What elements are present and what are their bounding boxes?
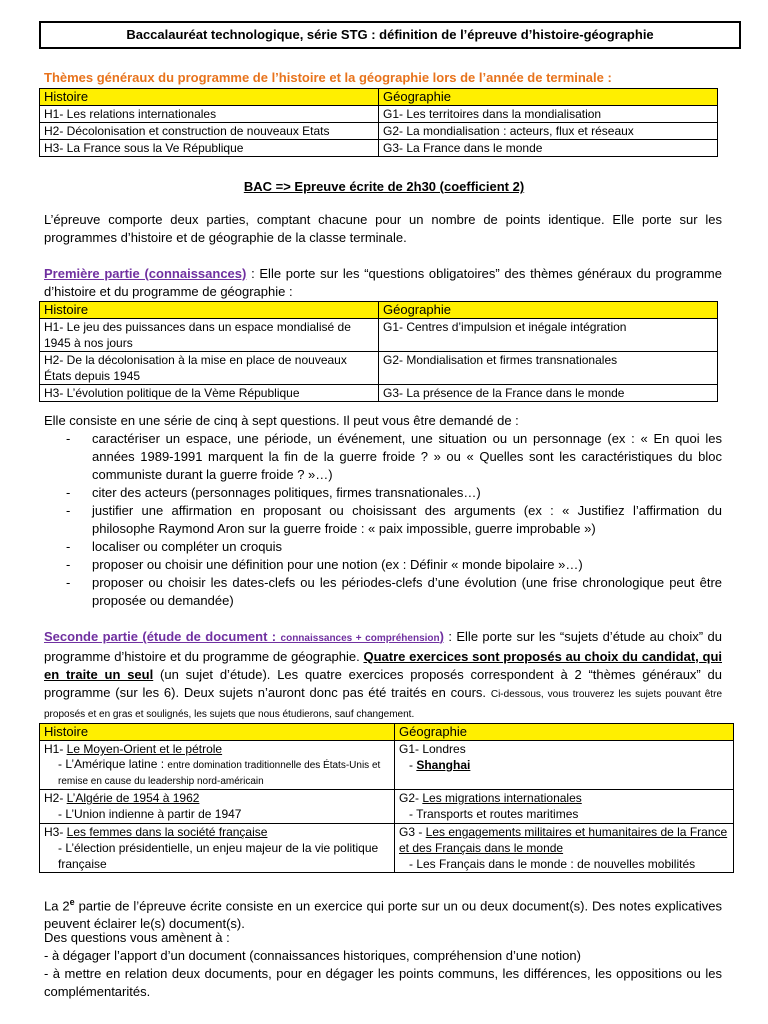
page-title: Baccalauréat technologique, série STG : définition de l’épreuve d’histoire-géographie — [39, 21, 741, 49]
part1-text: : Elle porte sur les “questions obligatoires” des thèmes généraux du programme d’histoire et du programme de géographie : — [44, 266, 722, 299]
table-cell: H1- Le jeu des puissances dans un espace mondialisé de 1945 à nos jours — [40, 319, 379, 352]
themes-heading: Thèmes généraux du programme de l’histoire et la géographie lors de l’année de terminale : — [44, 70, 612, 85]
part2-table — [39, 723, 734, 873]
g2-title: Les migrations internationales — [422, 791, 582, 805]
table-cell — [40, 824, 395, 873]
themes-table — [39, 88, 718, 157]
g2-prefix: G2- — [399, 791, 423, 805]
table-cell — [395, 741, 734, 790]
bullet-text: localiser ou compléter un croquis — [92, 539, 283, 554]
h1-sub-small: entre domination traditionnelle des États-Unis et remise en cause du leadership nord-américain — [58, 760, 381, 787]
part2-label-text: Seconde partie (étude de document : — [44, 629, 281, 644]
table-row — [40, 123, 718, 140]
g1-sub: Shanghai — [416, 758, 471, 772]
table-cell — [40, 790, 395, 824]
table-cell: H3- La France sous la Ve République — [40, 140, 379, 157]
intro-paragraph: L’épreuve comporte deux parties, comptant chacune pour un nombre de points identique. Elle porte sur les programmes d’histoire et de géographie de la classe terminale. — [44, 212, 722, 245]
table-cell — [40, 741, 395, 790]
part2-label-small: connaissances + compréhension — [280, 633, 440, 644]
h3-sub: - L’élection présidentielle, un enjeu majeur de la vie politique française — [58, 841, 379, 871]
bullet-text: proposer ou choisir une définition pour une notion (ex : Définir « monde bipolaire »…) — [92, 557, 583, 572]
part2-paragraph — [44, 628, 722, 724]
final-paragraph-1 — [44, 893, 722, 933]
table-cell — [395, 824, 734, 873]
part1-label: Première partie (connaissances) — [44, 266, 247, 281]
col-histoire: Histoire — [40, 89, 379, 106]
table-cell: G1- Centres d’impulsion et inégale intégration — [379, 319, 718, 352]
bullet-text: justifier une affirmation en proposant ou choisissant des arguments (ex : « Justifiez l’affirmation du philosophe Raymond Aron sur la guerre froide : « paix impossible, guerre improbable ») — [92, 503, 722, 536]
h2-sub: - L’Union indienne à partir de 1947 — [58, 807, 242, 821]
table-row — [40, 824, 734, 873]
part2-label-end: ) — [439, 629, 444, 644]
bullet-text: caractériser un espace, une période, un événement, une situation ou un personnage (ex : « En quoi les années 1989-1991 marquent la fin de la guerre froide ? » ou « Quelles sont les caractéristiques du bloc communiste durant la guerre froide ? »…) — [92, 431, 722, 482]
h1-title: Le Moyen-Orient et le pétrole — [66, 742, 223, 756]
col-histoire: Histoire — [40, 302, 379, 319]
g2-sub: - Transports et routes maritimes — [409, 807, 579, 821]
part1-paragraph — [44, 265, 722, 301]
table-cell: H1- Les relations internationales — [40, 106, 379, 123]
bullet-dash: - — [66, 503, 71, 518]
table-row — [40, 741, 734, 790]
table-row — [40, 352, 718, 385]
part2-text-a: : Elle porte sur les “sujets d’étude au choix” du programme d’histoire et du programme de géographie. — [44, 629, 722, 664]
table-cell: H2- De la décolonisation à la mise en place de nouveaux États depuis 1945 — [40, 352, 379, 385]
questions-intro: Elle consiste en une série de cinq à sept questions. Il peut vous être demandé de : — [44, 413, 519, 428]
bullet-dash: - — [66, 557, 71, 572]
final-p1-sup: e — [69, 897, 75, 907]
h2-prefix: H2- — [44, 791, 67, 805]
g1-sub-prefix: - — [409, 758, 417, 772]
h3-title: Les femmes dans la société française — [66, 825, 268, 839]
bullet-dash: - — [66, 539, 71, 554]
h1-sub-prefix: - L’Amérique latine : — [58, 757, 168, 771]
final-paragraph-3: - à dégager l’apport d’un document (connaissances historiques, compréhension d’une notion) — [44, 948, 581, 963]
col-geographie: Géographie — [379, 89, 718, 106]
bullet-text: citer des acteurs (personnages politiques, firmes transnationales…) — [92, 485, 481, 500]
final-paragraph-2: Des questions vous amènent à : — [44, 930, 230, 945]
g3-sub: - Les Français dans le monde : de nouvelles mobilités — [409, 857, 696, 871]
table-cell: G3- La France dans le monde — [379, 140, 718, 157]
bullet-dash: - — [66, 575, 71, 590]
h1-prefix: H1- — [44, 742, 67, 756]
table-cell: H3- L’évolution politique de la Vème République — [40, 385, 379, 402]
table-row — [40, 319, 718, 352]
part2-label — [44, 629, 444, 644]
table-header-row — [40, 724, 734, 741]
table-cell: H2- Décolonisation et construction de nouveaux Etats — [40, 123, 379, 140]
part2-text-small: Ci-dessous, vous trouverez les sujets pouvant être proposés et en gras et soulignés, les sujets que nous étudierons, sauf changement. — [44, 689, 723, 720]
table-row — [40, 106, 718, 123]
table-row — [40, 140, 718, 157]
table-header-row — [40, 89, 718, 106]
final-p1-a: La 2 — [44, 898, 70, 914]
table-cell: G3- La présence de la France dans le monde — [379, 385, 718, 402]
part1-table — [39, 301, 718, 402]
part2-text-b: (un sujet d’étude). Les quatre exercices proposés correspondent à 2 “thèmes généraux” du programme (sur les 6). Deux sujets n’auront donc pas été traités en cours. — [44, 667, 722, 700]
final-p1-b: partie de l’épreuve écrite consiste en un exercice qui porte sur un ou deux document(s). Des notes explicatives peuvent éclairer le(s) document(s). — [44, 898, 722, 932]
h3-prefix: H3- — [44, 825, 67, 839]
h2-title: L’Algérie de 1954 à 1962 — [66, 791, 200, 805]
g1-title: G1- Londres — [399, 742, 466, 756]
bullet-dash: - — [66, 431, 71, 446]
bac-heading: BAC => Epreuve écrite de 2h30 (coefficient 2) — [243, 179, 525, 194]
bullet-text: proposer ou choisir les dates-clefs ou les périodes-clefs d’une évolution (une frise chronologique peut être proposée ou demandée) — [92, 575, 722, 608]
table-cell: G1- Les territoires dans la mondialisation — [379, 106, 718, 123]
table-header-row — [40, 302, 718, 319]
final-paragraph-4: - à mettre en relation deux documents, pour en dégager les points communs, les différences, les oppositions ou les complémentarités. — [44, 966, 722, 999]
table-row — [40, 790, 734, 824]
table-cell — [395, 790, 734, 824]
g3-prefix: G3 - — [399, 825, 426, 839]
col-histoire: Histoire — [40, 724, 395, 741]
part2-text-bold: Quatre exercices sont proposés au choix du candidat, qui en traite un seul — [44, 649, 722, 682]
bullet-dash: - — [66, 485, 71, 500]
g3-title: Les engagements militaires et humanitaires de la France et des Français dans le monde — [399, 825, 728, 855]
table-cell: G2- La mondialisation : acteurs, flux et réseaux — [379, 123, 718, 140]
col-geographie: Géographie — [395, 724, 734, 741]
table-row — [40, 385, 718, 402]
table-cell: G2- Mondialisation et firmes transnationales — [379, 352, 718, 385]
col-geographie: Géographie — [379, 302, 718, 319]
